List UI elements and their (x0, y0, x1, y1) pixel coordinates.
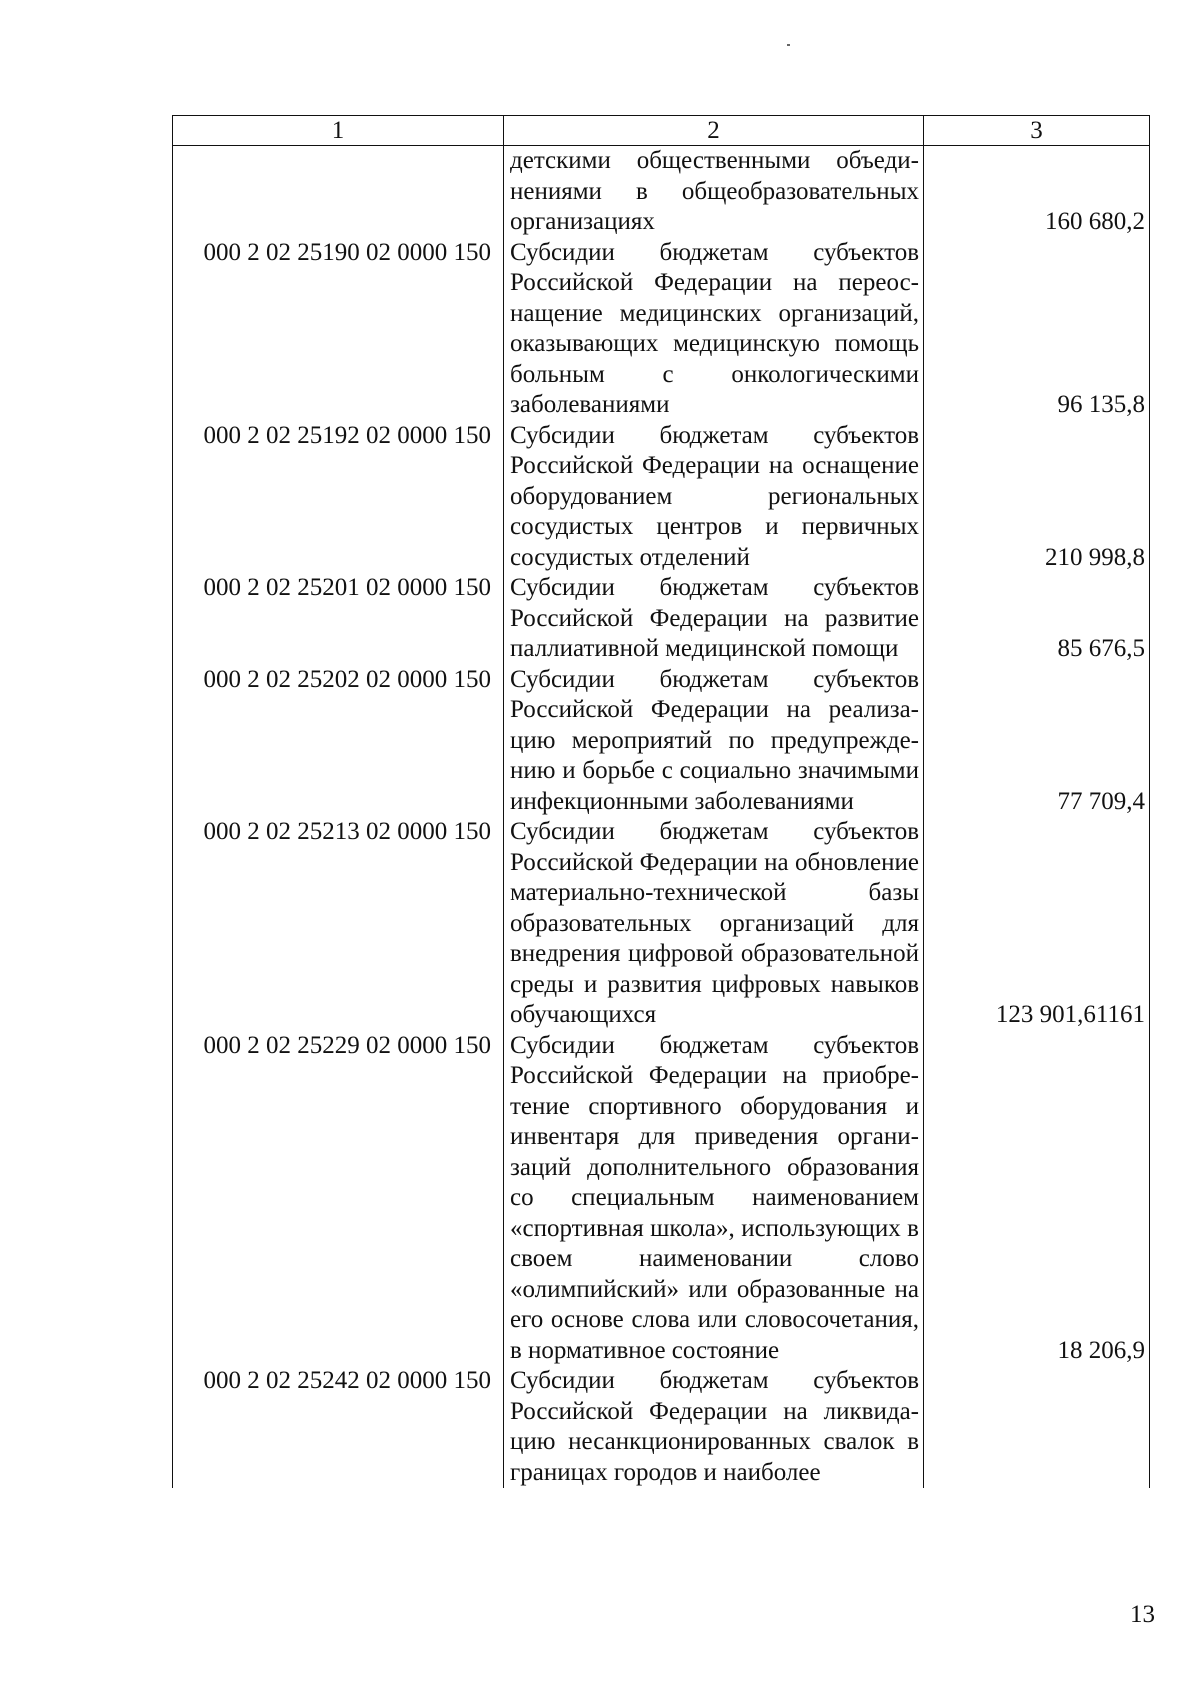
description-text: Субсидии бюджетам субъектов Российской Федерации на оснащение оборудованием региональных сосудистых центров и первичных сосудистых отделений (510, 421, 919, 571)
table-row (173, 1031, 1150, 1367)
row-description (504, 146, 924, 238)
row-code: 000 2 02 25201 02 0000 150 (173, 573, 504, 665)
table-row (173, 1366, 1150, 1488)
row-amount: 160 680,2 (924, 146, 1150, 238)
row-code: 000 2 02 25229 02 0000 150 (173, 1031, 504, 1367)
row-amount: 77 709,4 (924, 665, 1150, 818)
row-description (504, 421, 924, 574)
row-description (504, 1031, 924, 1367)
row-code: 000 2 02 25192 02 0000 150 (173, 421, 504, 574)
budget-table (172, 115, 1150, 1488)
row-code: 000 2 02 25213 02 0000 150 (173, 817, 504, 1031)
header-col-3: 3 (924, 116, 1150, 146)
page-number: 13 (1130, 1601, 1155, 1628)
table-row (173, 665, 1150, 818)
table-body (173, 146, 1150, 1489)
description-text: детскими общественными объединениями в общеобразовательных организациях (510, 147, 919, 235)
description-text: Субсидии бюджетам субъектов Российской Федерации на реализацию мероприятий по предупреждению и борьбе с социально значимыми инфекционными заболеваниями (510, 665, 919, 815)
row-amount: 123 901,61161 (924, 817, 1150, 1031)
table-header (173, 116, 1150, 146)
row-description (504, 1366, 924, 1488)
row-description (504, 238, 924, 421)
row-amount: 85 676,5 (924, 573, 1150, 665)
description-text: Субсидии бюджетам субъектов Российской Федерации на ликвидацию несанкционированных свалок в границах городов и наиболее (510, 1367, 919, 1486)
row-code: 000 2 02 25202 02 0000 150 (173, 665, 504, 818)
header-row (173, 116, 1150, 146)
row-code: 000 2 02 25242 02 0000 150 (173, 1366, 504, 1488)
row-amount (924, 1366, 1150, 1488)
row-code (173, 146, 504, 238)
description-text: Субсидии бюджетам субъектов Российской Федерации на обновление материально-технической базы образовательных организаций для внедрения цифровой образовательной среды и развития цифровых навыков обучающихся (510, 818, 919, 1028)
description-text: Субсидии бюджетам субъектов Российской Федерации на развитие паллиативной медицинской помощи (510, 574, 919, 662)
header-col-2: 2 (504, 116, 924, 146)
scan-speck (787, 44, 790, 46)
row-amount: 96 135,8 (924, 238, 1150, 421)
description-text: Субсидии бюджетам субъектов Российской Федерации на приобретение спортивного оборудования и инвентаря для приведения организаций дополнительного образования со специальным наименованием «спортивная школа», использующих в своем наименовании слово «олимпийский» или образованные на его основе слова или словосочетания, в нормативное состояние (510, 1031, 919, 1364)
header-col-1: 1 (173, 116, 504, 146)
table-row (173, 238, 1150, 421)
table-row (173, 817, 1150, 1031)
row-description (504, 817, 924, 1031)
table-row (173, 146, 1150, 238)
table-row (173, 573, 1150, 665)
table-row (173, 421, 1150, 574)
row-description (504, 573, 924, 665)
row-description (504, 665, 924, 818)
row-amount: 210 998,8 (924, 421, 1150, 574)
row-amount: 18 206,9 (924, 1031, 1150, 1367)
row-code: 000 2 02 25190 02 0000 150 (173, 238, 504, 421)
description-text: Субсидии бюджетам субъектов Российской Федерации на переоснащение медицинских организаций, оказывающих медицинскую помощь больным с онкологическими заболеваниями (510, 238, 919, 418)
